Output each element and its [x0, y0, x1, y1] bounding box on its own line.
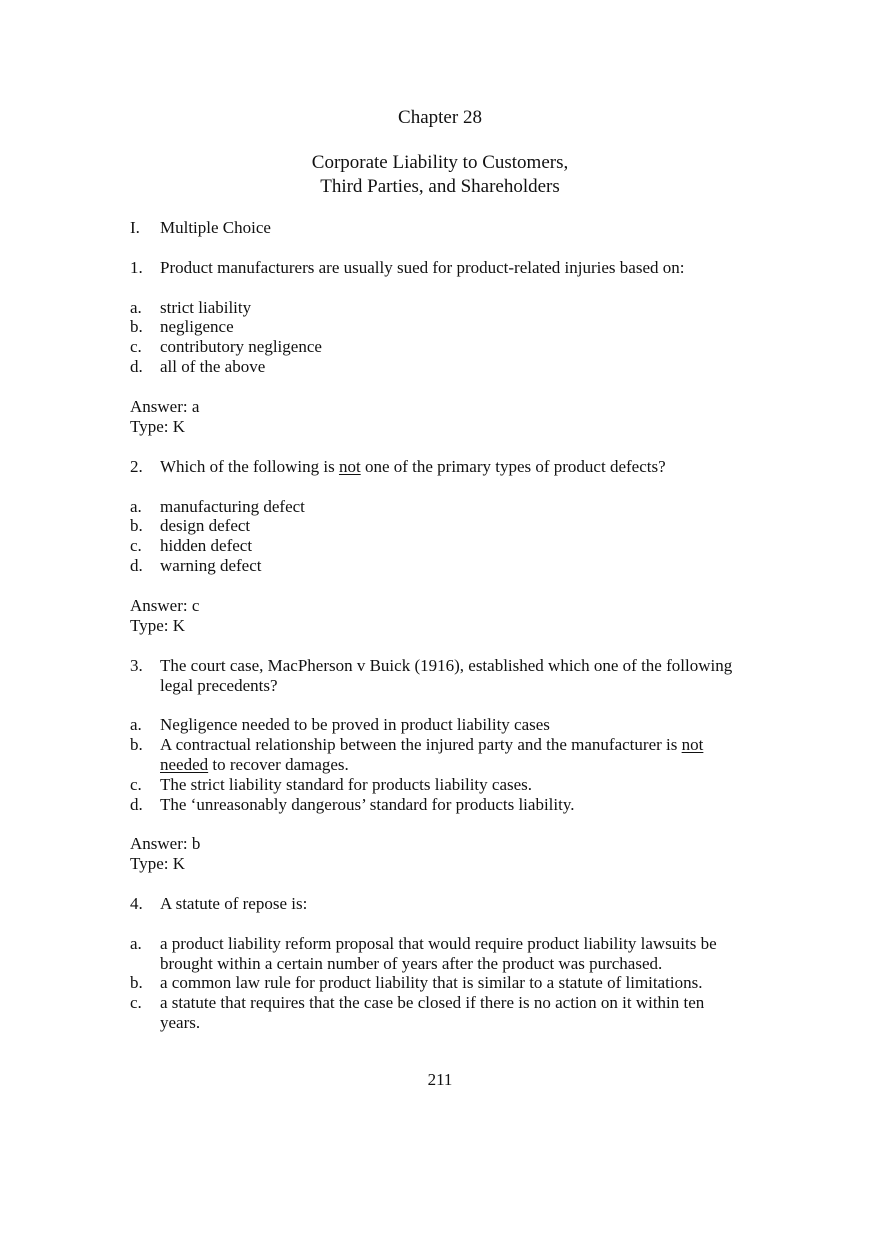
q2-option-d-text: warning defect — [160, 556, 262, 575]
q3-answer: Answer: b — [130, 834, 201, 853]
q1-answer: Answer: a — [130, 397, 200, 416]
q2-text-after: one of the primary types of product defects? — [360, 457, 666, 476]
q2-option-b-letter: b. — [130, 516, 143, 535]
q1-type: Type: K — [130, 417, 185, 436]
q3-option-b-line-2 — [160, 755, 349, 775]
question-3-text-line-1: The court case, MacPherson v Buick (1916), established which one of the following — [160, 656, 733, 675]
question-4-number: 4. — [130, 894, 143, 913]
q2-option-b-text: design defect — [160, 516, 251, 535]
q3-option-a-text: Negligence needed to be proved in product liability cases — [160, 715, 550, 734]
q2-option-c-letter: c. — [130, 536, 142, 555]
q4-option-b-text: a common law rule for product liability that is similar to a statute of limitations. — [160, 973, 703, 992]
question-4-text: A statute of repose is: — [160, 894, 308, 913]
q2-option-c-text: hidden defect — [160, 536, 253, 555]
q4-option-c-line-2: years. — [160, 1013, 201, 1032]
chapter-title-line-2: Third Parties, and Shareholders — [320, 176, 560, 197]
q1-option-d-text: all of the above — [160, 357, 266, 376]
q3-option-b-line-1-before: A contractual relationship between the injured party and the manufacturer is — [160, 735, 682, 754]
q3-option-b-line-1 — [160, 735, 703, 755]
q3-option-a-letter: a. — [130, 715, 142, 734]
q3-option-b-letter: b. — [130, 735, 143, 754]
q4-option-b-letter: b. — [130, 973, 143, 992]
question-3-text-line-2: legal precedents? — [160, 676, 278, 695]
page-number: 211 — [427, 1070, 453, 1089]
q1-option-a-letter: a. — [130, 298, 142, 317]
chapter-title-line-1: Corporate Liability to Customers, — [311, 152, 569, 173]
q1-option-c-letter: c. — [130, 337, 142, 356]
q1-option-b-letter: b. — [130, 317, 143, 336]
question-2-text — [160, 457, 666, 477]
q1-option-d-letter: d. — [130, 357, 143, 376]
q3-option-d-text: The ‘unreasonably dangerous’ standard for products liability. — [160, 795, 575, 814]
q1-option-a-text: strict liability — [160, 298, 252, 317]
question-1-number: 1. — [130, 258, 143, 277]
chapter-heading: Chapter 28 — [398, 107, 482, 128]
q4-option-a-line-1: a product liability reform proposal that would require product liability lawsuits be — [160, 934, 717, 953]
q4-option-a-letter: a. — [130, 934, 142, 953]
q4-option-c-letter: c. — [130, 993, 142, 1012]
q1-option-c-text: contributory negligence — [160, 337, 322, 356]
q3-option-b-line-2-after: to recover damages. — [208, 755, 349, 774]
q2-type: Type: K — [130, 616, 185, 635]
q2-option-a-text: manufacturing defect — [160, 497, 305, 516]
q3-option-c-letter: c. — [130, 775, 142, 794]
q2-option-a-letter: a. — [130, 497, 142, 516]
question-2-number: 2. — [130, 457, 143, 476]
q3-option-c-text: The strict liability standard for products liability cases. — [160, 775, 533, 794]
q2-text-before: Which of the following is — [160, 457, 339, 476]
q1-option-b-text: negligence — [160, 317, 234, 336]
q3-type: Type: K — [130, 854, 185, 873]
q2-option-d-letter: d. — [130, 556, 143, 575]
section-label: Multiple Choice — [160, 218, 271, 237]
q2-text-underlined: not — [338, 457, 361, 476]
section-numeral: I. — [130, 218, 140, 237]
q3-option-d-letter: d. — [130, 795, 143, 814]
q3-option-b-line-1-underlined: not — [681, 735, 704, 754]
question-3-number: 3. — [130, 656, 143, 675]
q4-option-a-line-2: brought within a certain number of years after the product was purchased. — [160, 954, 663, 973]
q3-option-b-line-2-underlined: needed — [160, 755, 209, 774]
question-1-text: Product manufacturers are usually sued for product-related injuries based on: — [160, 258, 685, 277]
q4-option-c-line-1: a statute that requires that the case be closed if there is no action on it within ten — [160, 993, 705, 1012]
q2-answer: Answer: c — [130, 596, 200, 615]
